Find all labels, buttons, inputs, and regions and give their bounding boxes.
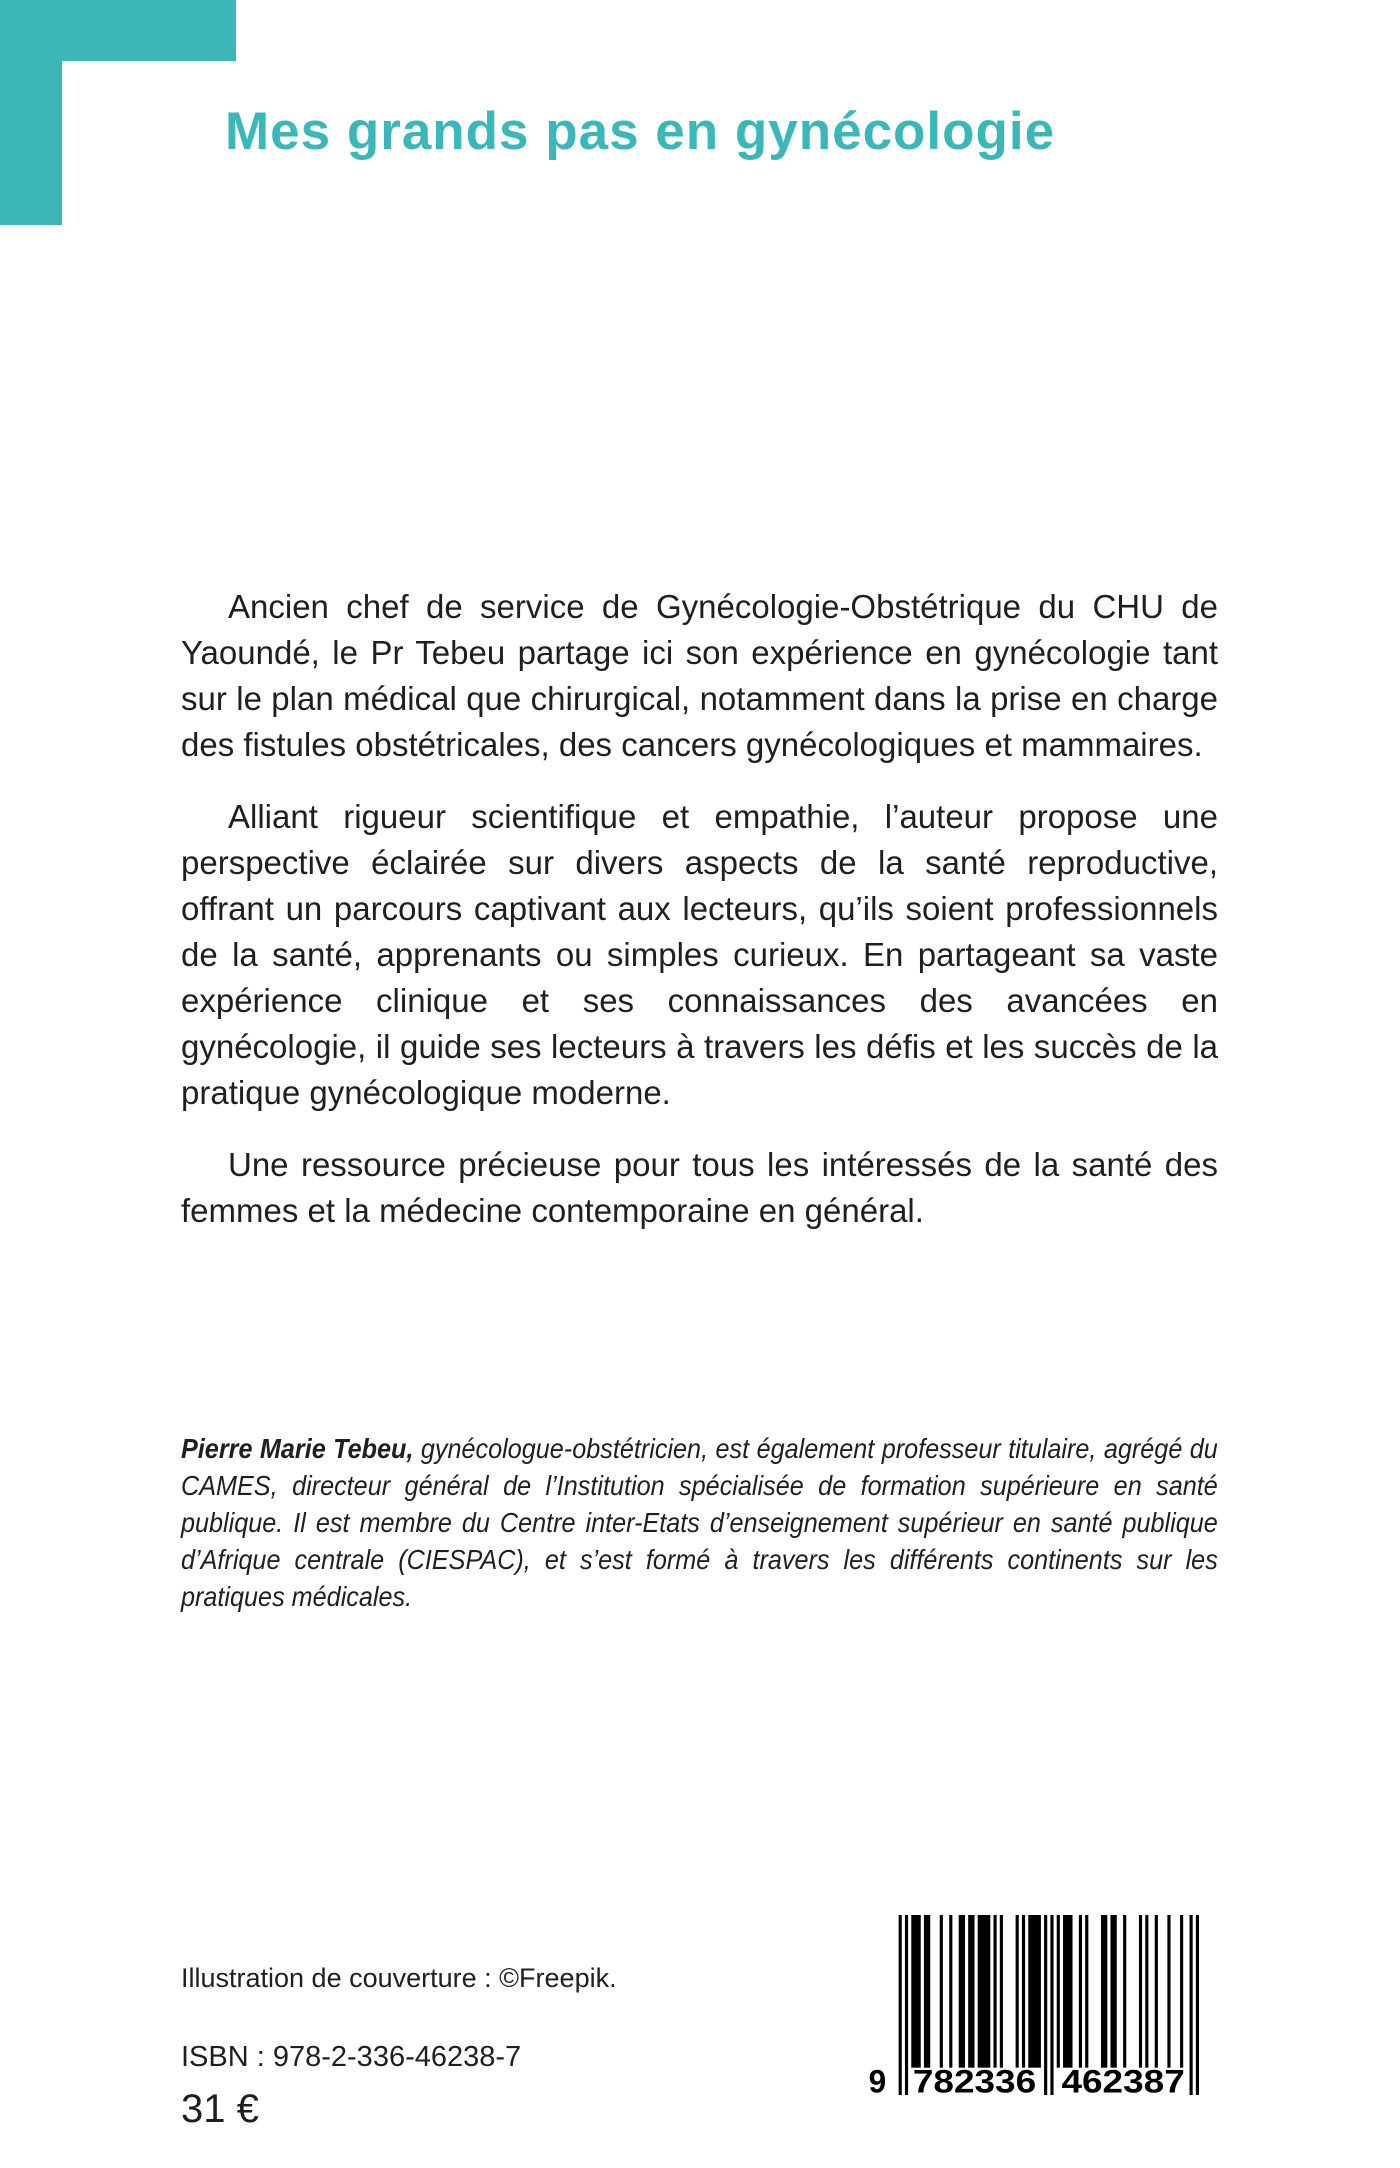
- barcode-digits: 9: [868, 2063, 887, 2095]
- barcode-bar: [1180, 1915, 1183, 2068]
- barcode-bar: [1101, 1915, 1107, 2068]
- barcode-bar: [911, 1915, 920, 2068]
- barcode-bar: [1050, 1915, 1053, 2095]
- price-label: 31 €: [181, 2087, 259, 2131]
- barcode-bar: [1145, 1915, 1148, 2068]
- barcode-svg: [867, 1915, 1199, 2095]
- synopsis-paragraph-3: Une ressource précieuse pour tous les intéressés de la santé des femmes et la médecine contemporaine en général.: [181, 1146, 1218, 1229]
- barcode-bar: [1028, 1915, 1041, 2068]
- barcode-bar: [1022, 1915, 1025, 2068]
- barcode-bar: [1057, 1915, 1060, 2068]
- barcode-bar: [1044, 1915, 1047, 2095]
- barcode-bar: [1155, 1915, 1158, 2068]
- isbn-text: ISBN : 978-2-336-46238-7: [181, 2041, 522, 2073]
- barcode-bar: [1196, 1915, 1199, 2095]
- barcode-bar: [1110, 1915, 1116, 2068]
- barcode-bar: [968, 1915, 974, 2068]
- barcode-bar: [1139, 1915, 1142, 2068]
- author-bio-text: gynécologue-obstétricien, est également professeur titulaire, agrégé du CAMES, directeur général de l’Institution spécialisée de formation supérieure en santé publique. Il est membre du Centre inter-Etats d’enseignement supérieur en santé publique d’Afrique centrale (CIESPAC), et s’est formé à travers les différents continents sur les pratiques médicales.: [181, 1433, 1218, 1612]
- cover-illustration-credit: Illustration de couverture : ©Freepik.: [181, 1963, 617, 1993]
- barcode-bar: [1123, 1915, 1126, 2068]
- book-title: Mes grands pas en gynécologie: [225, 102, 1056, 161]
- barcode-bar: [1063, 1915, 1072, 2068]
- corner-decoration-vertical: [0, 0, 62, 225]
- barcode-bar: [949, 1915, 952, 2068]
- barcode-bar: [924, 1915, 930, 2068]
- author-bio: [181, 1430, 1218, 1615]
- barcode-bar: [1079, 1915, 1082, 2068]
- synopsis-paragraph-1: Ancien chef de service de Gynécologie-Obstétrique du CHU de Yaoundé, le Pr Tebeu partage ici son expérience en gynécologie tant sur le plan médical que chirurgical, notamment dans la prise en charge des fistules obstétricales, des cancers gynécologiques et mammaires.: [181, 588, 1218, 763]
- barcode-digits: 462387: [1061, 2063, 1185, 2095]
- barcode-digits: 782336: [912, 2063, 1037, 2095]
- barcode-bar: [1000, 1915, 1003, 2068]
- author-name: Pierre Marie Tebeu,: [181, 1433, 414, 1464]
- barcode-bar: [993, 1915, 996, 2068]
- barcode-bar: [905, 1915, 908, 2095]
- synopsis-paragraph-2: Alliant rigueur scientifique et empathie, l’auteur propose une perspective éclairée sur divers aspects de la santé reproductive, offrant un parcours captivant aux lecteurs, qu’ils soient professionnels de la santé, apprenants ou simples curieux. En partageant sa vaste expérience clinique et ses connaissances des avancées en gynécologie, il guide ses lecteurs à travers les défis et les succès de la pratique gynécologique moderne.: [181, 798, 1218, 1111]
- barcode-bar: [1085, 1915, 1088, 2068]
- synopsis: [181, 584, 1218, 1234]
- barcode-bar: [959, 1915, 965, 2068]
- barcode-bar: [978, 1915, 991, 2068]
- barcode-bar: [1190, 1915, 1193, 2095]
- barcode-bar: [940, 1915, 943, 2068]
- barcode-bar: [899, 1915, 902, 2095]
- ean13-barcode: [867, 1915, 1199, 2095]
- barcode-bar: [1167, 1915, 1170, 2068]
- barcode-bar: [1016, 1915, 1019, 2068]
